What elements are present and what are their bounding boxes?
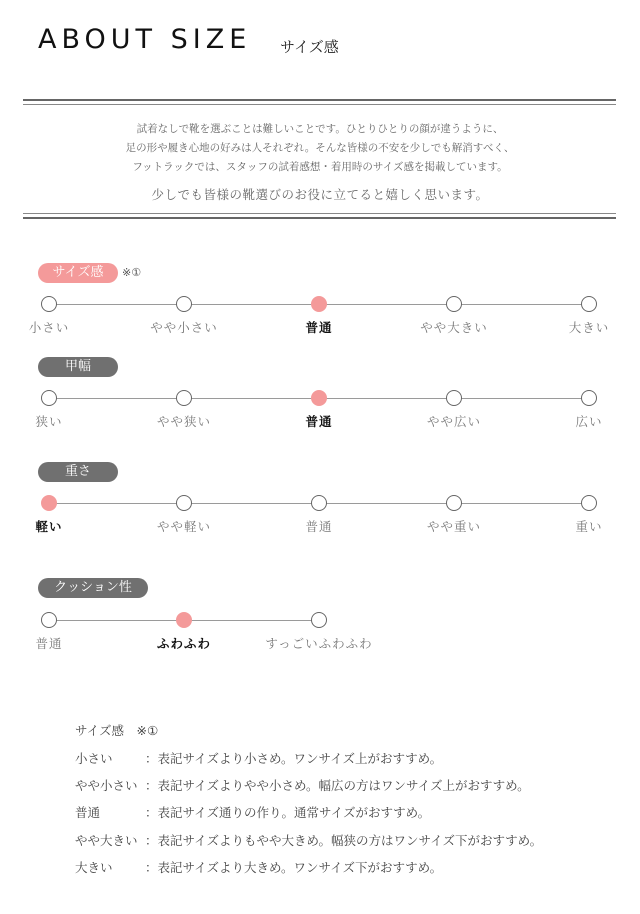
scale-dot-selected — [41, 495, 57, 511]
scale-dot-selected — [176, 612, 192, 628]
scale-option-label: 普通 — [35, 636, 63, 651]
divider-top-thick — [23, 99, 616, 101]
legend-desc: ：表記サイズよりもやや大きめ。幅狭の方はワンサイズ下がおすすめ。 — [145, 833, 543, 848]
scale-option-label: 軽い — [35, 519, 63, 534]
scale-dot — [581, 495, 597, 511]
intro-line: 試着なしで靴を選ぶことは難しいことです。ひとりひとりの顔が違うように、 — [136, 123, 504, 135]
page-title: ABOUT SIZE — [38, 24, 252, 55]
intro-line: 足の形や履き心地の好みは人それぞれ。そんな皆様の不安を少しでも解消すべく、 — [125, 142, 515, 154]
divider-top-thin — [23, 104, 616, 105]
intro-closing: 少しでも皆様の靴選びのお役に立てると嬉しく思います。 — [151, 187, 489, 202]
scale-title-pill: 甲幅 — [38, 357, 118, 377]
divider-bottom-thick — [23, 217, 616, 219]
scale-dot — [446, 390, 462, 406]
legend-desc: ：表記サイズよりやや小さめ。幅広の方はワンサイズ上がおすすめ。 — [145, 778, 530, 793]
scale-title-pill: サイズ感 — [38, 263, 118, 283]
scale-dot — [41, 612, 57, 628]
scale-title-pill: 重さ — [38, 462, 118, 482]
scale-dot — [311, 495, 327, 511]
scale-dot — [446, 296, 462, 312]
scale-option-label: やや軽い — [156, 519, 212, 534]
scale-option-label: 小さい — [28, 320, 70, 335]
scale-dot — [176, 390, 192, 406]
scale-option-label: すっごいふわふわ — [265, 636, 373, 651]
legend-title: サイズ感 ※① — [75, 723, 159, 738]
legend-desc: ：表記サイズより大きめ。ワンサイズ下がおすすめ。 — [145, 860, 443, 875]
scale-dot — [581, 390, 597, 406]
legend-term: やや小さい — [75, 778, 138, 793]
scale-option-label: ふわふわ — [156, 636, 212, 651]
scale-dot — [446, 495, 462, 511]
scale-footnote-mark: ※① — [122, 266, 142, 279]
scale-option-label: 狭い — [35, 414, 63, 429]
scale-option-label: やや広い — [426, 414, 482, 429]
scale-option-label: やや重い — [426, 519, 482, 534]
scale-dot — [41, 390, 57, 406]
scale-option-label: やや狭い — [156, 414, 212, 429]
scale-option-label: やや小さい — [150, 320, 218, 335]
scale-option-label: 普通 — [305, 320, 333, 335]
legend-desc: ：表記サイズより小さめ。ワンサイズ上がおすすめ。 — [145, 751, 443, 766]
scale-option-label: やや大きい — [420, 320, 488, 335]
legend-term: 大きい — [75, 860, 113, 875]
legend-term: 普通 — [75, 805, 101, 820]
scale-option-label: 重い — [575, 519, 603, 534]
scale-dot-selected — [311, 296, 327, 312]
scale-title-pill: クッション性 — [38, 578, 148, 598]
intro-line: フットラックでは、スタッフの試着感想・着用時のサイズ感を掲載しています。 — [132, 161, 508, 173]
scale-dot — [581, 296, 597, 312]
divider-bottom-thin — [23, 213, 616, 214]
scale-dot-selected — [311, 390, 327, 406]
scale-dot — [176, 495, 192, 511]
scale-option-label: 普通 — [305, 414, 333, 429]
scale-option-label: 普通 — [305, 519, 333, 534]
legend-term: 小さい — [75, 751, 113, 766]
legend-desc: ：表記サイズ通りの作り。通常サイズがおすすめ。 — [145, 805, 431, 820]
legend-term: やや大きい — [75, 833, 138, 848]
scale-option-label: 大きい — [568, 320, 610, 335]
scale-dot — [176, 296, 192, 312]
scale-dot — [41, 296, 57, 312]
scale-option-label: 広い — [575, 414, 603, 429]
page-subtitle: サイズ感 — [280, 38, 339, 56]
scale-dot — [311, 612, 327, 628]
